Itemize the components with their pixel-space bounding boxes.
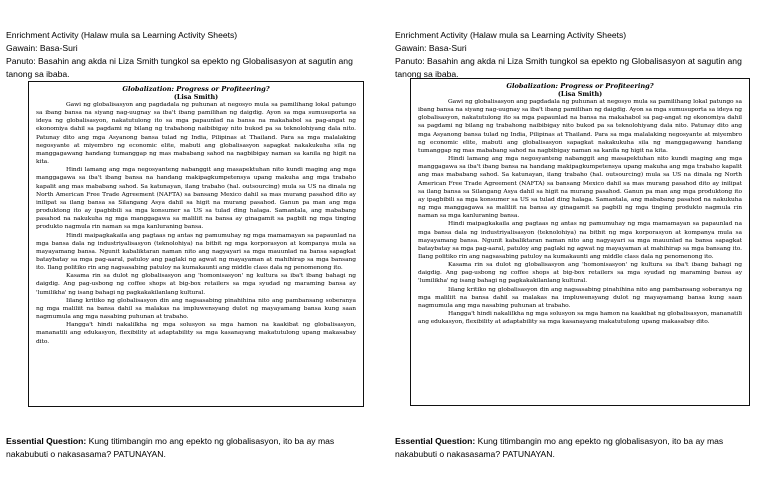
article-paragraph: Iilang kritiko ng globalisasyon din ang nagsasabing pinahihina nito ang pambansang soberanya ng mga maliliit na bansa dahil sa malakas na impluwensyang dulot ng mayayamang bansa kung saan nagmumula ang mga nasabing puhunan at trabaho. [36, 297, 356, 321]
activity-type: Gawain: Basa-Suri [6, 43, 78, 53]
article-title: Globalization: Progress or Profiteering? [506, 82, 654, 90]
article-paragraph: Gawi ng globalisasyon ang pagdadala ng puhunan at negosyo mula sa pamilihang lokal patungo sa ibang bansa na siyang nag-uugnay sa iba't ibang pamilihan ng daigdig. Ayon sa mga sumusuporta sa ideya ng globalisasyon, nakatutulong ito sa mga papaunlad na bansa na makahabol sa pag-angat ng ekonomiya dahil sa pagdami ng bilang ng trabahong naibibigay nito bukod pa sa teknolohiyang dala nito. Patunay dito ang mga Asyanong bansa tulad ng India, Pilipinas at Thailand. Para sa mga malalaking negosyante at miyembro ng economic elite, mabuti ang globalisasyon sapagkat nakakukuha sila ng manggagawang handang tumanggap ng mas mababang sahod na nagbibigay naman sa kanila ng higit na kita. [36, 102, 356, 166]
worksheet-left [6, 0, 378, 503]
article-box [410, 78, 750, 406]
instructions: Panuto: Basahin ang akda ni Liza Smith tungkol sa epekto ng Globalisasyon at sagutin ang tanong sa ibaba. [6, 56, 353, 79]
essential-question-text: Kung titimbangin mo ang epekto ng globalisasyon, ito ba ay mas nakabubuti o nakasasama? PATUNAYAN. [6, 436, 335, 459]
instructions: Panuto: Basahin ang akda ni Liza Smith tungkol sa epekto ng Globalisasyon at sagutin ang tanong sa ibaba. [395, 56, 742, 79]
essential-question-label: Essential Question: [6, 436, 87, 446]
article-paragraph: Kasama rin sa dulot ng globalisasyon ang 'homonisasyon' ng kultura sa iba't ibang bahagi ng daigdig. Ang pag-usbong ng coffee shops at big-box retailers sa mga syudad ng maraming bansa ay 'lumilikha' ng isang bahagi ng pagkakakilanlang kultural. [36, 273, 356, 296]
instructions-header [395, 29, 767, 81]
article-paragraph: Hangga't hindi nakalilkha ng mga solusyon sa mga hamon na kaakibat ng globalisasyon, mananatili ang edukasyon, flexibility at adaptability sa mga kasanayang makatutulong upang makasabay dito. [36, 322, 356, 345]
activity-title: Enrichment Activity (Halaw mula sa Learning Activity Sheets) [395, 30, 627, 40]
activity-type: Gawain: Basa-Suri [395, 43, 467, 53]
article-box [28, 81, 364, 407]
article-author: (Lisa Smith) [557, 90, 603, 98]
article-paragraph: Hindi lamang ang mga negosyanteng nabanggit ang masapektuhan nito kundi maging ang mga manggagawa sa iba't ibang bansa na handang makipagkumpetensya upang makuha ang mga trabaho kapalit ang mas mababang sahod. Sa katunayan, ilang trabaho (hal. outsourcing) mula sa US na dinala ng North American Free Trade Agreement (NAFTA) sa bansang Mexico dahil sa mas murang pasahod dito ay inilipat sa ilang bansa sa Silangang Asya dahil sa higit na murang pasahod. Ganun pa man ang mga produktong ito ay ipagbibili sa mga konsumer sa US sa tulad ding halaga. Samantala, ang mababang pasahod na nakukuha ng mga manggagawa sa maliliit na bansa ay ginagamit sa pagbili ng mga tinging produkto nagmula rin naman sa mga kanluraning bansa. [36, 167, 356, 231]
essential-question [395, 435, 767, 461]
article-author: (Lisa Smith) [173, 93, 219, 101]
article-paragraph: Hindi maipagkakaila ang pagtaas ng antas ng pamumuhay ng mga mamamayan sa papaunlad na mga bansa dala ng industriyalisasyon (teknolohiya) na bitbit ng mga korporasyon at kompanya mula sa mayayamang bansa. Ngunit kabaliktaran naman nito ang nagyayari sa mga mauunlad na bansa sapagkat bataybatay sa mga pag-aaral, patuloy ang paglaki ng agwat ng mayayaman at mahihirap sa mga bansang ito. Ilang politiko rin ang nagsasabing patuloy na kumakaunti ang middle class dala ng penomenong ito. [36, 232, 356, 272]
instructions-header [6, 29, 378, 81]
essential-question-text: Kung titimbangin mo ang epekto ng globalisasyon, ito ba ay mas nakabubuti o nakasasama? PATUNAYAN. [395, 436, 724, 459]
article-paragraph: Kasama rin sa dulot ng globalisasyon ang 'homonisasyon' ng kultura sa iba't ibang bahagi ng daigdig. Ang pag-usbong ng coffee shops at big-box retailers sa mga syudad ng maraming bansa ay 'lumilikha' ng isang bahagi ng pagkakakilanlang kultural. [418, 262, 742, 285]
article-paragraph: Iilang kritiko ng globalisasyon din ang nagsasabing pinahihina nito ang pambansang soberanya ng mga maliliit na bansa dahil sa malakas na impluwensyang dulot ng mayayamang bansa kung saan nagmumula ang mga nasabing puhunan at trabaho. [418, 286, 742, 309]
article-paragraph: Gawi ng globalisasyon ang pagdadala ng puhunan at negosyo mula sa pamilihang lokal patungo sa ibang bansa na siyang nag-uugnay sa iba't ibang pamilihan ng daigdig. Ayon sa mga sumusuporta sa ideya ng globalisasyon, nakatutulong ito sa mga papaunlad na bansa na makahabol sa pag-angat ng ekonomiya dahil sa pagdami ng bilang ng trabahong naibibigay nito bukod pa sa teknolohiyang dala nito. Patunay dito ang mga Asyanong bansa tulad ng India, Pilipinas at Thailand. Para sa mga malalaking negosyante at miyembro ng economic elite, mabuti ang globalisasyon sapagkat nakakukuha sila ng manggagawang handang tumanggap ng mas mababang sahod na nagbibigay naman sa kanila ng higit na kita. [418, 99, 742, 154]
worksheet-right [395, 0, 767, 503]
article-paragraph: Hindi lamang ang mga negosyanteng nabanggit ang masapektuhan nito kundi maging ang mga manggagawa sa iba't ibang bansa na handang makipagkumpetensya upang makuha ang mga trabaho kapalit ang mas mababang sahod. Sa katunayan, ilang trabaho (hal. outsourcing) mula sa US na dinala ng North American Free Trade Agreement (NAFTA) sa bansang Mexico dahil sa mas murang pasahod dito ay inilipat sa ilang bansa sa Silangang Asya dahil sa higit na murang pasahod. Ganun pa man ang mga produktong ito ay ipagbibili sa mga konsumer sa US sa tulad ding halaga. Samantala, ang mababang pasahod na nakukuha ng mga manggagawa sa maliliit na bansa ay ginagamit sa pagbili ng mga tinging produkto nagmula rin naman sa mga kanluraning bansa. [418, 156, 742, 220]
article-title: Globalization: Progress or Profiteering? [122, 85, 270, 93]
essential-question-label: Essential Question: [395, 436, 476, 446]
activity-title: Enrichment Activity (Halaw mula sa Learning Activity Sheets) [6, 30, 238, 40]
article-paragraph: Hindi maipagkakaila ang pagtaas ng antas ng pamumuhay ng mga mamamayan sa papaunlad na mga bansa dala ng industriyalisasyon (teknolohiya) na bitbit ng mga korporasyon at kompanya mula sa mayayamang bansa. Ngunit kabaliktaran naman nito ang nagyayari sa mga mauunlad na bansa sapagkat bataybatay sa mga pag-aaral, patuloy ang paglaki ng agwat ng mayayaman at mahihirap sa mga bansang ito. Ilang politiko rin ang nagsasabing patuloy na kumakaunti ang middle class dala ng penomenong ito. [418, 221, 742, 260]
essential-question [6, 435, 378, 461]
article-paragraph: Hangga't hindi nakalilkha ng mga solusyon sa mga hamon na kaakibat ng globalisasyon, mananatili ang edukasyon, flexibility at adaptability sa mga kasanayang makatutulong upang makasabay dito. [418, 311, 742, 326]
